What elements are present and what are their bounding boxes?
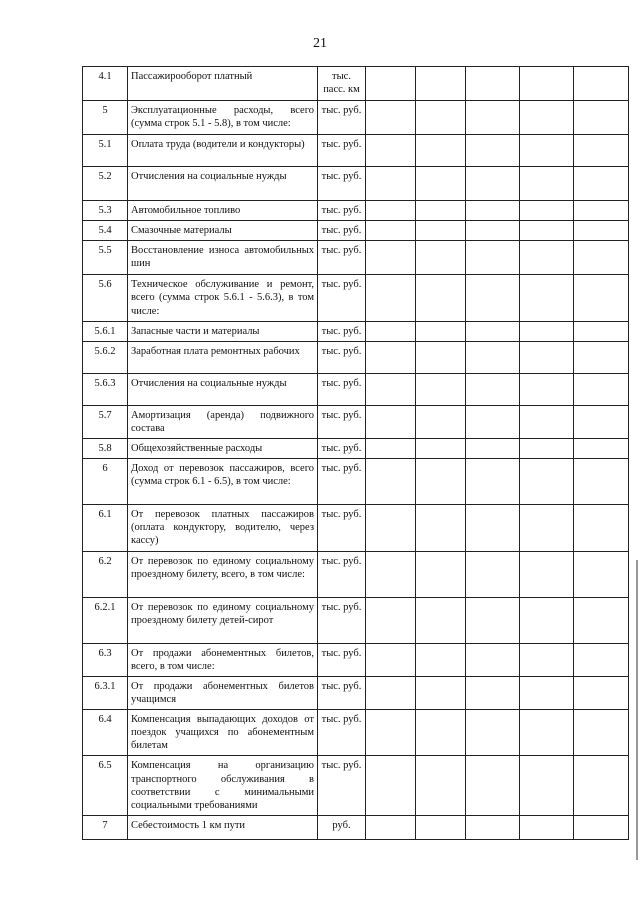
value-cell <box>466 815 520 839</box>
row-number: 6.2.1 <box>83 597 128 643</box>
value-cell <box>574 756 629 816</box>
row-number: 5.3 <box>83 201 128 221</box>
value-cell <box>366 551 416 597</box>
table-row <box>83 221 629 241</box>
value-cell <box>520 459 574 505</box>
row-name: Восстановление износа автомобильных шин <box>128 241 318 275</box>
table-row <box>83 373 629 405</box>
value-cell <box>574 221 629 241</box>
value-cell <box>416 643 466 676</box>
row-name: Себестоимость 1 км пути <box>128 815 318 839</box>
value-cell <box>366 101 416 135</box>
value-cell <box>520 135 574 167</box>
row-name: От перевозок по единому социальному проездному билету, всего, в том числе: <box>128 551 318 597</box>
value-cell <box>520 710 574 756</box>
value-cell <box>416 275 466 321</box>
value-cell <box>520 505 574 551</box>
value-cell <box>466 67 520 101</box>
value-cell <box>416 459 466 505</box>
row-number: 5.2 <box>83 167 128 201</box>
value-cell <box>574 676 629 709</box>
value-cell <box>366 815 416 839</box>
row-unit: тыс. руб. <box>318 643 366 676</box>
value-cell <box>366 597 416 643</box>
indicators-table <box>82 66 629 840</box>
row-unit: тыс. руб. <box>318 439 366 459</box>
table-row <box>83 505 629 551</box>
value-cell <box>416 373 466 405</box>
value-cell <box>520 551 574 597</box>
row-number: 5.5 <box>83 241 128 275</box>
value-cell <box>520 167 574 201</box>
value-cell <box>366 201 416 221</box>
value-cell <box>574 505 629 551</box>
row-number: 6 <box>83 459 128 505</box>
value-cell <box>520 405 574 438</box>
value-cell <box>520 643 574 676</box>
row-name: Автомобильное топливо <box>128 201 318 221</box>
value-cell <box>366 676 416 709</box>
row-unit: тыс. руб. <box>318 221 366 241</box>
value-cell <box>366 275 416 321</box>
value-cell <box>416 201 466 221</box>
row-number: 4.1 <box>83 67 128 101</box>
value-cell <box>574 373 629 405</box>
value-cell <box>366 321 416 341</box>
table-row <box>83 241 629 275</box>
row-number: 5.6.3 <box>83 373 128 405</box>
value-cell <box>416 597 466 643</box>
value-cell <box>366 459 416 505</box>
value-cell <box>416 505 466 551</box>
value-cell <box>416 167 466 201</box>
value-cell <box>520 241 574 275</box>
table-row <box>83 167 629 201</box>
value-cell <box>416 756 466 816</box>
row-name: Компенсация выпадающих доходов от поездок учащихся по абонементным билетам <box>128 710 318 756</box>
table-row <box>83 67 629 101</box>
value-cell <box>574 341 629 373</box>
row-unit: тыс. руб. <box>318 321 366 341</box>
value-cell <box>574 710 629 756</box>
value-cell <box>366 505 416 551</box>
value-cell <box>466 597 520 643</box>
row-name: Эксплуатационные расходы, всего (сумма строк 5.1 - 5.8), в том числе: <box>128 101 318 135</box>
value-cell <box>466 643 520 676</box>
value-cell <box>574 67 629 101</box>
scan-artifact <box>636 560 638 860</box>
value-cell <box>416 710 466 756</box>
row-name: Техническое обслуживание и ремонт, всего (сумма строк 5.6.1 - 5.6.3), в том числе: <box>128 275 318 321</box>
value-cell <box>520 373 574 405</box>
value-cell <box>416 241 466 275</box>
value-cell <box>416 405 466 438</box>
value-cell <box>366 439 416 459</box>
value-cell <box>574 405 629 438</box>
row-name: От перевозок по единому социальному проездному билету детей-сирот <box>128 597 318 643</box>
value-cell <box>466 221 520 241</box>
value-cell <box>520 439 574 459</box>
value-cell <box>416 135 466 167</box>
value-cell <box>366 756 416 816</box>
table-row <box>83 439 629 459</box>
value-cell <box>466 167 520 201</box>
value-cell <box>416 221 466 241</box>
value-cell <box>366 67 416 101</box>
row-unit: тыс. руб. <box>318 275 366 321</box>
value-cell <box>574 551 629 597</box>
row-number: 5 <box>83 101 128 135</box>
table-row <box>83 459 629 505</box>
page-number: 21 <box>313 36 327 51</box>
value-cell <box>574 101 629 135</box>
row-number: 5.6.2 <box>83 341 128 373</box>
table-row <box>83 135 629 167</box>
value-cell <box>520 101 574 135</box>
value-cell <box>366 405 416 438</box>
value-cell <box>416 321 466 341</box>
value-cell <box>520 597 574 643</box>
row-number: 5.8 <box>83 439 128 459</box>
row-name: От перевозок платных пассажиров (оплата кондуктору, водителю, через кассу) <box>128 505 318 551</box>
table-row <box>83 201 629 221</box>
value-cell <box>574 241 629 275</box>
value-cell <box>366 241 416 275</box>
row-number: 5.6.1 <box>83 321 128 341</box>
row-name: От продажи абонементных билетов учащимся <box>128 676 318 709</box>
value-cell <box>520 201 574 221</box>
row-unit: тыс. руб. <box>318 551 366 597</box>
row-number: 6.3 <box>83 643 128 676</box>
table-body <box>83 67 629 840</box>
value-cell <box>466 551 520 597</box>
value-cell <box>466 459 520 505</box>
table-row <box>83 676 629 709</box>
row-unit: тыс. руб. <box>318 167 366 201</box>
table-row <box>83 405 629 438</box>
row-number: 5.1 <box>83 135 128 167</box>
row-name: От продажи абонементных билетов, всего, в том числе: <box>128 643 318 676</box>
row-unit: тыс. руб. <box>318 341 366 373</box>
value-cell <box>466 710 520 756</box>
row-number: 6.1 <box>83 505 128 551</box>
value-cell <box>416 101 466 135</box>
row-name: Доход от перевозок пассажиров, всего (сумма строк 6.1 - 6.5), в том числе: <box>128 459 318 505</box>
table-row <box>83 341 629 373</box>
row-unit: тыс. руб. <box>318 405 366 438</box>
value-cell <box>366 167 416 201</box>
value-cell <box>416 67 466 101</box>
row-unit: тыс. руб. <box>318 710 366 756</box>
value-cell <box>574 643 629 676</box>
value-cell <box>416 676 466 709</box>
value-cell <box>466 756 520 816</box>
value-cell <box>466 101 520 135</box>
value-cell <box>574 275 629 321</box>
row-name: Оплата труда (водители и кондукторы) <box>128 135 318 167</box>
table-row <box>83 275 629 321</box>
row-unit: тыс. руб. <box>318 597 366 643</box>
row-name: Отчисления на социальные нужды <box>128 373 318 405</box>
table-row <box>83 643 629 676</box>
row-name: Амортизация (аренда) подвижного состава <box>128 405 318 438</box>
value-cell <box>520 756 574 816</box>
value-cell <box>366 341 416 373</box>
value-cell <box>466 405 520 438</box>
value-cell <box>520 67 574 101</box>
row-number: 6.3.1 <box>83 676 128 709</box>
value-cell <box>366 710 416 756</box>
row-number: 7 <box>83 815 128 839</box>
row-name: Пассажирооборот платный <box>128 67 318 101</box>
row-unit: тыс. руб. <box>318 756 366 816</box>
row-number: 6.4 <box>83 710 128 756</box>
value-cell <box>520 321 574 341</box>
value-cell <box>416 341 466 373</box>
row-unit: тыс. руб. <box>318 241 366 275</box>
row-unit: тыс. руб. <box>318 201 366 221</box>
row-number: 5.6 <box>83 275 128 321</box>
row-number: 6.2 <box>83 551 128 597</box>
value-cell <box>366 643 416 676</box>
row-name: Смазочные материалы <box>128 221 318 241</box>
value-cell <box>466 439 520 459</box>
value-cell <box>574 459 629 505</box>
value-cell <box>574 439 629 459</box>
table-row <box>83 321 629 341</box>
value-cell <box>520 341 574 373</box>
value-cell <box>466 201 520 221</box>
row-number: 5.7 <box>83 405 128 438</box>
value-cell <box>366 373 416 405</box>
value-cell <box>366 221 416 241</box>
value-cell <box>466 321 520 341</box>
row-name: Общехозяйственные расходы <box>128 439 318 459</box>
row-unit: тыс. руб. <box>318 373 366 405</box>
row-number: 6.5 <box>83 756 128 816</box>
value-cell <box>466 341 520 373</box>
row-unit: тыс. руб. <box>318 135 366 167</box>
row-unit: тыс. руб. <box>318 676 366 709</box>
value-cell <box>574 167 629 201</box>
table-row <box>83 101 629 135</box>
value-cell <box>466 241 520 275</box>
value-cell <box>574 597 629 643</box>
table-row <box>83 551 629 597</box>
row-unit: тыс. руб. <box>318 505 366 551</box>
value-cell <box>520 275 574 321</box>
value-cell <box>466 505 520 551</box>
row-unit: тыс. руб. <box>318 459 366 505</box>
value-cell <box>574 815 629 839</box>
row-name: Заработная плата ремонтных рабочих <box>128 341 318 373</box>
value-cell <box>574 321 629 341</box>
value-cell <box>416 815 466 839</box>
table-row <box>83 597 629 643</box>
row-name: Компенсация на организацию транспортного обслуживания в соответствии с минимальными социальными требованиями <box>128 756 318 816</box>
value-cell <box>366 135 416 167</box>
value-cell <box>520 221 574 241</box>
table-row <box>83 815 629 839</box>
row-unit: тыс. пасс. км <box>318 67 366 101</box>
row-unit: руб. <box>318 815 366 839</box>
value-cell <box>466 275 520 321</box>
value-cell <box>466 135 520 167</box>
row-name: Запасные части и материалы <box>128 321 318 341</box>
value-cell <box>466 676 520 709</box>
value-cell <box>416 551 466 597</box>
row-number: 5.4 <box>83 221 128 241</box>
value-cell <box>416 439 466 459</box>
table-row <box>83 710 629 756</box>
row-unit: тыс. руб. <box>318 101 366 135</box>
row-name: Отчисления на социальные нужды <box>128 167 318 201</box>
value-cell <box>466 373 520 405</box>
value-cell <box>574 201 629 221</box>
value-cell <box>520 815 574 839</box>
table-row <box>83 756 629 816</box>
value-cell <box>574 135 629 167</box>
value-cell <box>520 676 574 709</box>
